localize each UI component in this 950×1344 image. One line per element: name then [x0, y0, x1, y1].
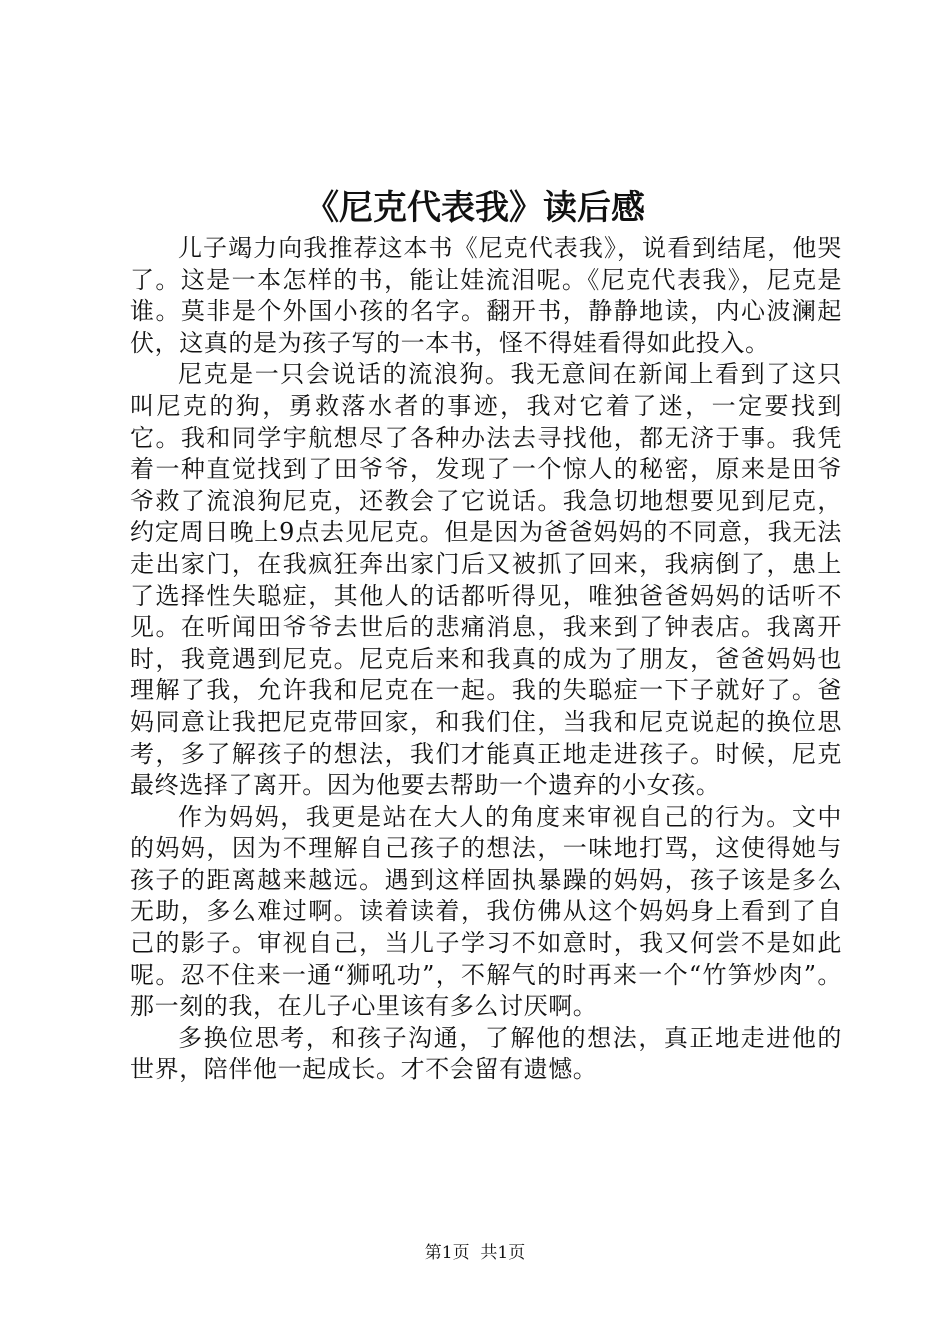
- paragraph-4: 多换位思考，和孩子沟通，了解他的想法，真正地走进他的世界，陪伴他一起成长。才不会留有遗憾。: [130, 1023, 842, 1084]
- document-body: [130, 233, 842, 1086]
- paragraph-3: 作为妈妈，我更是站在大人的角度来审视自己的行为。文中的妈妈，因为不理解自己孩子的想法，一味地打骂，这使得她与孩子的距离越来越远。遇到这样固执暴躁的妈妈，孩子该是多么无助，多么难过啊。读着读着，我仿佛从这个妈妈身上看到了自己的影子。审视自己，当儿子学习不如意时，我又何尝不是如此呢。忍不住来一通“狮吼功”，不解气的时再来一个“竹笋炒肉”。那一刻的我，在儿子心里该有多么讨厌啊。: [130, 802, 842, 1021]
- page-footer: [0, 1241, 950, 1265]
- paragraph-2: 尼克是一只会说话的流浪狗。我无意间在新闻上看到了这只叫尼克的狗，勇救落水者的事迹，我对它着了迷，一定要找到它。我和同学宇航想尽了各种办法去寻找他，都无济于事。我凭着一种直觉找到了田爷爷，发现了一个惊人的秘密，原来是田爷爷救了流浪狗尼克，还教会了它说话。我急切地想要见到尼克，约定周日晚上9点去见尼克。但是因为爸爸妈妈的不同意，我无法走出家门，在我疯狂奔出家门后又被抓了回来，我病倒了，患上了选择性失聪症，其他人的话都听得见，唯独爸爸妈妈的话听不见。在听闻田爷爷去世后的悲痛消息，我来到了钟表店。我离开时，我竟遇到尼克。尼克后来和我真的成为了朋友，爸爸妈妈也理解了我，允许我和尼克在一起。我的失聪症一下子就好了。爸妈同意让我把尼克带回家，和我们住，当我和尼克说起的换位思考，多了解孩子的想法，我们才能真正地走进孩子。时候，尼克最终选择了离开。因为他要去帮助一个遗弃的小女孩。: [130, 360, 842, 800]
- page-number-current: 第1页: [424, 1243, 470, 1263]
- document-title: 《尼克代表我》读后感: [305, 188, 645, 228]
- paragraph-1: 儿子竭力向我推荐这本书《尼克代表我》，说看到结尾，他哭了。这是一本怎样的书，能让娃流泪呢。《尼克代表我》，尼克是谁。莫非是个外国小孩的名字。翻开书，静静地读，内心波澜起伏，这真的是为孩子写的一本书，怪不得娃看得如此投入。: [130, 234, 842, 357]
- page-number-total: 共1页: [480, 1243, 526, 1263]
- footer-spacer: [470, 1243, 481, 1263]
